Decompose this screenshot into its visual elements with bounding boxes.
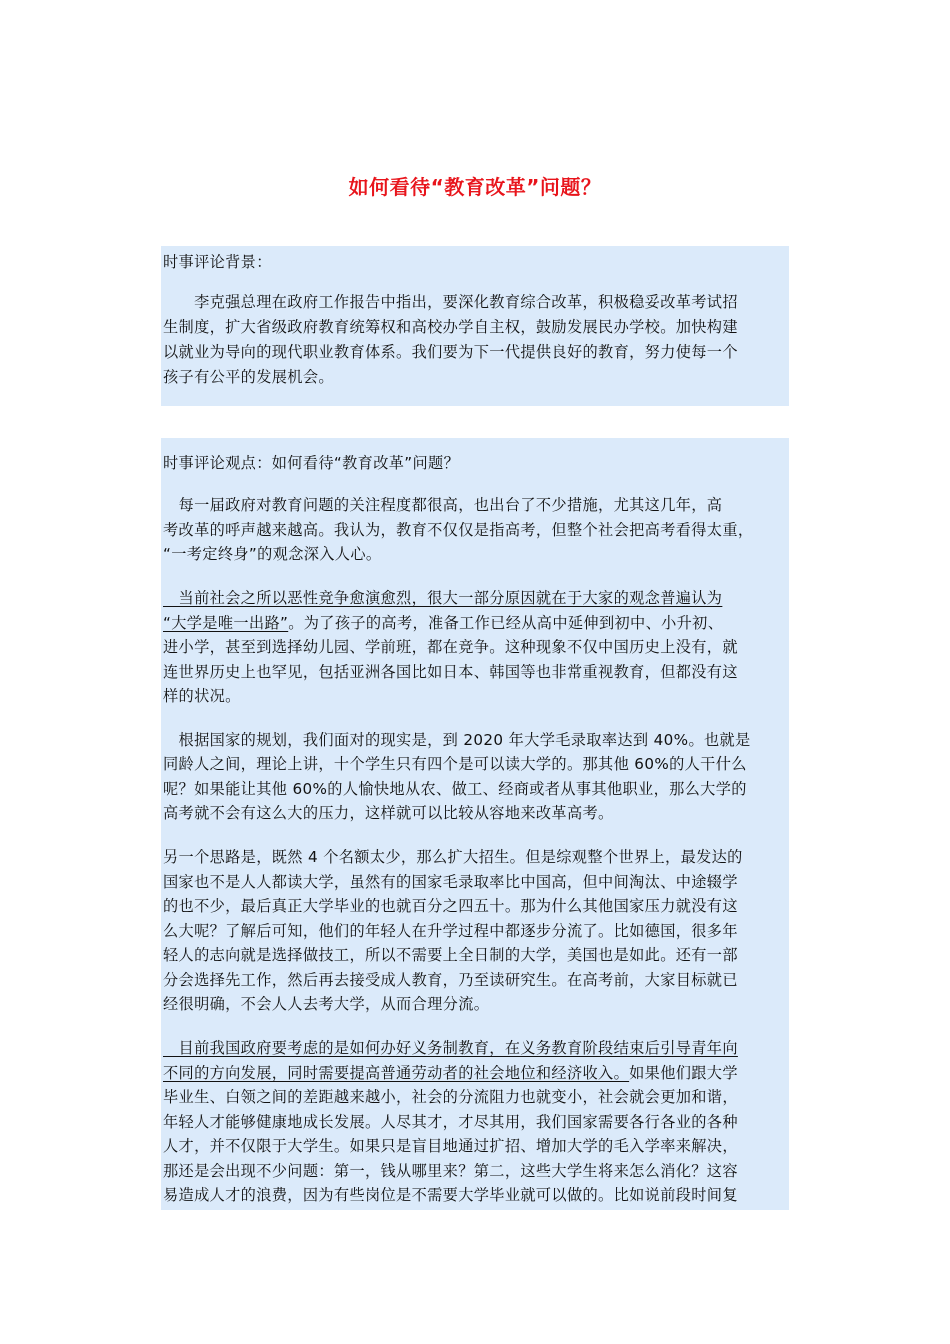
paragraph-line: 样的状况。 [163,687,241,705]
page-title: 如何看待“教育改革”问题？ [348,175,602,199]
paragraph-line: 轻人的志向就是选择做技工，所以不需要上全日制的大学，美国也是如此。还有一部 [163,946,738,964]
paragraph-line: 分会选择先工作，然后再去接受成人教育，乃至读研究生。在高考前，大家目标就已 [163,971,738,989]
paragraph-line [163,1061,787,1085]
paragraph-line: 的也不少，最后真正大学毕业的也就百分之四五十。那为什么其他国家压力就没有这 [163,897,738,915]
paragraph-line: 人才，并不仅限于大学生。如果只是盲目地通过扩招、增加大学的毛入学率来解决， [163,1137,738,1155]
paragraph-line: 考改革的呼声越来越高。我认为，教育不仅仅是指高考，但整个社会把高考看得太重， [163,521,754,539]
paragraph-line: 经很明确，不会人人去考大学，从而合理分流。 [163,995,490,1013]
text-span: 如果他们跟大学 [629,1064,738,1082]
underlined-text: 不同的方向发展，同时需要提高普通劳动者的社会地位和经济收入。 [163,1064,630,1082]
paragraph-line: 毕业生、白领之间的差距越来越小，社会的分流阻力也就变小，社会就会更加和谐， [163,1088,738,1106]
paragraph-line: 高考就不会有这么大的压力，这样就可以比较从容地来改革高考。 [163,804,614,822]
paragraph-line: 另一个思路是，既然 4 个名额太少，那么扩大招生。但是综观整个世界上，最发达的 [163,848,743,866]
background-heading: 时事评论背景： [163,253,272,271]
paragraph-line: 生制度，扩大省级政府教育统筹权和高校办学自主权，鼓励发展民办学校。加快构建 [163,318,738,336]
paragraph-line: 国家也不是人人都读大学，虽然有的国家毛录取率比中国高，但中间淘汰、中途辍学 [163,873,738,891]
paragraph-line: 以就业为导向的现代职业教育体系。我们要为下一代提供良好的教育，努力使每一个 [163,343,738,361]
paragraph-line: 李克强总理在政府工作报告中指出，要深化教育综合改革，积极稳妥改革考试招 [163,293,738,311]
viewpoint-heading: 时事评论观点：如何看待“教育改革”问题？ [163,454,460,472]
paragraph-line: “一考定终身”的观念深入人心。 [163,545,382,563]
paragraph-line: 呢？如果能让其他 60%的人愉快地从农、做工、经商或者从事其他职业，那么大学的 [163,780,747,798]
paragraph-line: 么大呢？了解后可知，他们的年轻人在升学过程中都逐步分流了。比如德国，很多年 [163,922,738,940]
paragraph-line [163,586,787,610]
paragraph-line: 连世界历史上也罕见，包括亚洲各国比如日本、韩国等也非常重视教育，但都没有这 [163,663,738,681]
paragraph-line: 根据国家的规划，我们面对的现实是，到 2020 年大学毛录取率达到 40%。也就是 [163,731,751,749]
paragraph-line: 孩子有公平的发展机会。 [163,368,334,386]
underlined-text: 当前社会之所以恶性竞争愈演愈烈，很大一部分原因就在于大家的观念普遍认为 [163,589,723,607]
paragraph-line: 那还是会出现不少问题：第一，钱从哪里来？第二，这些大学生将来怎么消化？这容 [163,1162,738,1180]
paragraph-line [163,611,787,635]
paragraph-line: 年轻人才能够健康地成长发展。人尽其才，才尽其用，我们国家需要各行各业的各种 [163,1113,738,1131]
paragraph-line: 同龄人之间，理论上讲，十个学生只有四个是可以读大学的。那其他 60%的人干什么 [163,755,747,773]
paragraph-line [163,1036,787,1060]
underlined-text: 目前我国政府要考虑的是如何办好义务制教育，在义务教育阶段结束后引导青年向 [163,1039,738,1057]
text-span: 。为了孩子的高考，准备工作已经从高中延伸到初中、小升初、 [288,614,724,632]
paragraph-line: 进小学，甚至到选择幼儿园、学前班，都在竞争。这种现象不仅中国历史上没有，就 [163,638,738,656]
underlined-text: “大学是唯一出路” [163,614,289,632]
paragraph-line: 每一届政府对教育问题的关注程度都很高，也出台了不少措施，尤其这几年，高 [163,496,723,514]
paragraph-line: 易造成人才的浪费，因为有些岗位是不需要大学毕业就可以做的。比如说前段时间复 [163,1186,738,1204]
